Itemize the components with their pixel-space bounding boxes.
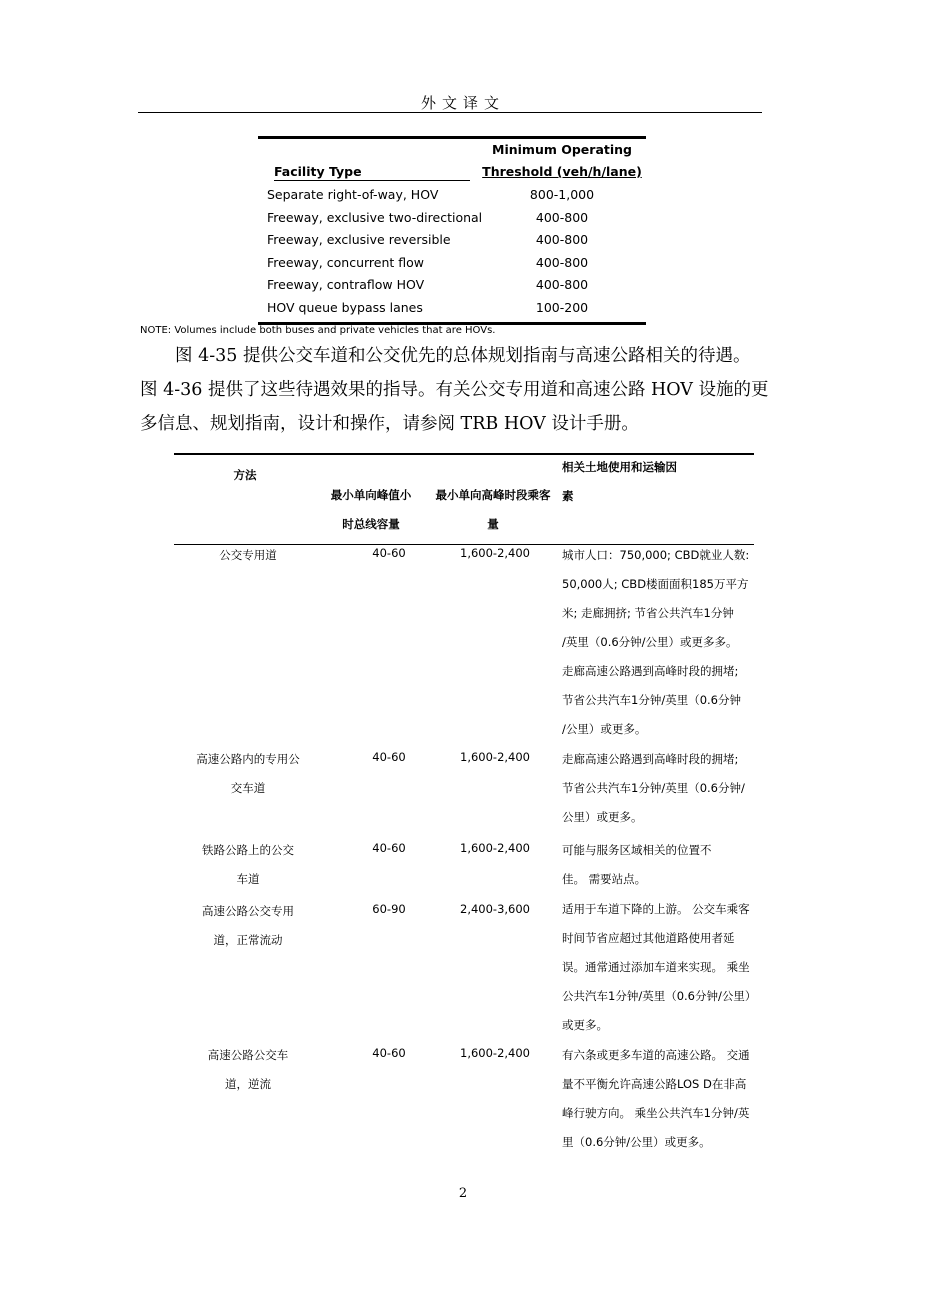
capacity-cell: 60-90: [372, 902, 406, 916]
factors-header-line1: 相关土地使用和运输因: [562, 460, 677, 474]
ridership-cell: 1,600-2,400: [460, 750, 530, 764]
method-line: 高速公路公交车: [207, 1048, 289, 1062]
factors-cell: [562, 895, 757, 1040]
method-cell: [174, 745, 322, 803]
facility-cell: Freeway, exclusive reversible: [267, 232, 451, 248]
factors-cell: [562, 836, 754, 894]
facility-cell: Freeway, concurrent flow: [267, 254, 425, 270]
facility-cell: HOV queue bypass lanes: [267, 299, 423, 315]
factors-line: 有六条或更多车道的高速公路。 交通: [562, 1048, 750, 1062]
ridership-cell: 2,400-3,600: [460, 902, 530, 916]
table-top-rule: [258, 136, 646, 139]
factors-line: 50,000人; CBD楼面面积185万平方: [562, 577, 749, 591]
body-paragraph: [140, 339, 790, 441]
page-number: 2: [458, 1186, 468, 1201]
ridership-header-line2: 量: [487, 517, 499, 531]
table-note: NOTE: Volumes include both buses and private vehicles that are HOVs.: [140, 325, 496, 336]
threshold-cell: 400-800: [535, 209, 589, 225]
method-line: 公交专用道: [219, 548, 277, 562]
threshold-cell: 100-200: [535, 299, 589, 315]
page-header-title: 外文译文: [420, 94, 505, 112]
factors-line: /英里（0.6分钟/公里）或更多多。: [562, 635, 738, 649]
factors-line: 里（0.6分钟/公里）或更多。: [562, 1135, 711, 1149]
threshold-cell: 400-800: [535, 232, 589, 248]
factors-line: 节省公共汽车1分钟/英里（0.6分钟: [562, 693, 741, 707]
capacity-cell: 40-60: [372, 841, 406, 855]
method-line: 车道: [236, 872, 260, 886]
ridership-cell: 1,600-2,400: [460, 1046, 530, 1060]
capacity-header: [326, 481, 416, 539]
method-line: 铁路公路上的公交: [202, 843, 294, 857]
factors-line: 公共汽车1分钟/英里（0.6分钟/公里）: [562, 989, 757, 1003]
table-row: [258, 274, 646, 297]
capacity-cell: 40-60: [372, 546, 406, 560]
table-row: [258, 229, 646, 252]
factors-line: 公里）或更多。: [562, 810, 643, 824]
threshold-header-line1: Minimum Operating: [492, 142, 632, 157]
factors-line: 佳。 需要站点。: [562, 872, 647, 886]
method-cell: [174, 1041, 322, 1099]
factors-line: /公里）或更多。: [562, 722, 647, 736]
method-line: 道，逆流: [225, 1077, 271, 1091]
factors-header-line2: 素: [562, 489, 574, 503]
method-line: 高速公路内的专用公: [196, 752, 300, 766]
header-rule: [138, 112, 762, 113]
paragraph-line: 图 4-35 提供公交车道和公交优先的总体规划指南与高速公路相关的待遇。: [175, 346, 751, 366]
method-header: 方法: [233, 468, 257, 482]
ridership-header-line1: 最小单向高峰时段乘客: [435, 488, 551, 502]
table-body: [258, 184, 646, 320]
table-row: [258, 252, 646, 275]
capacity-cell: 40-60: [372, 750, 406, 764]
factors-line: 走廊高速公路遇到高峰时段的拥堵;: [562, 664, 739, 678]
facility-cell: Freeway, exclusive two-directional: [267, 209, 483, 225]
factors-cell: [562, 541, 754, 744]
method-line: 交车道: [230, 781, 266, 795]
table-row: [258, 207, 646, 230]
method-line: 道，正常流动: [213, 933, 283, 947]
factors-header: [562, 453, 752, 511]
threshold-cell: 400-800: [535, 254, 589, 270]
ridership-header: [432, 481, 554, 539]
factors-line: 时间节省应超过其他道路使用者延: [562, 931, 735, 945]
table-row: [258, 297, 646, 320]
factors-line: 米; 走廊拥挤; 节省公共汽车1分钟: [562, 606, 734, 620]
factors-cell: [562, 1041, 754, 1157]
factors-line: 峰行驶方向。 乘坐公共汽车1分钟/英: [562, 1106, 750, 1120]
table-row: [258, 184, 646, 207]
threshold-cell: 400-800: [535, 277, 589, 293]
facility-type-header: Facility Type: [274, 164, 470, 181]
bus-lane-guidelines-table: [174, 453, 757, 1173]
facility-cell: Separate right-of-way, HOV: [267, 187, 439, 202]
factors-line: 可能与服务区域相关的位置不: [562, 843, 712, 857]
factors-cell: [562, 745, 754, 832]
factors-line: 量不平衡允许高速公路LOS D在非高: [562, 1077, 747, 1091]
factors-line: 走廊高速公路遇到高峰时段的拥堵;: [562, 752, 739, 766]
ridership-cell: 1,600-2,400: [460, 841, 530, 855]
ridership-cell: 1,600-2,400: [460, 546, 530, 560]
factors-line: 适用于车道下降的上游。 公交车乘客: [562, 902, 750, 916]
method-line: 高速公路公交专用: [202, 904, 294, 918]
threshold-header-line2: Threshold (veh/h/lane): [482, 164, 642, 179]
factors-line: 误。通常通过添加车道来实现。 乘坐: [562, 960, 750, 974]
paragraph-line: 图 4-36 提供了这些待遇效果的指导。有关公交专用道和高速公路 HOV 设施的更: [140, 380, 769, 400]
factors-line: 城市人口：750,000; CBD就业人数:: [562, 548, 750, 562]
method-cell: [174, 836, 322, 894]
factors-line: 或更多。: [562, 1018, 608, 1032]
factors-line: 节省公共汽车1分钟/英里（0.6分钟/: [562, 781, 745, 795]
paragraph-line: 多信息、规划指南，设计和操作，请参阅 TRB HOV 设计手册。: [140, 414, 639, 434]
method-cell: [174, 897, 322, 955]
method-cell: [174, 541, 322, 570]
capacity-header-line1: 最小单向峰值小: [330, 488, 412, 502]
capacity-header-line2: 时总线容量: [342, 517, 400, 531]
facility-cell: Freeway, contraflow HOV: [267, 277, 425, 293]
threshold-cell: 800-1,000: [529, 187, 595, 202]
capacity-cell: 40-60: [372, 1046, 406, 1060]
